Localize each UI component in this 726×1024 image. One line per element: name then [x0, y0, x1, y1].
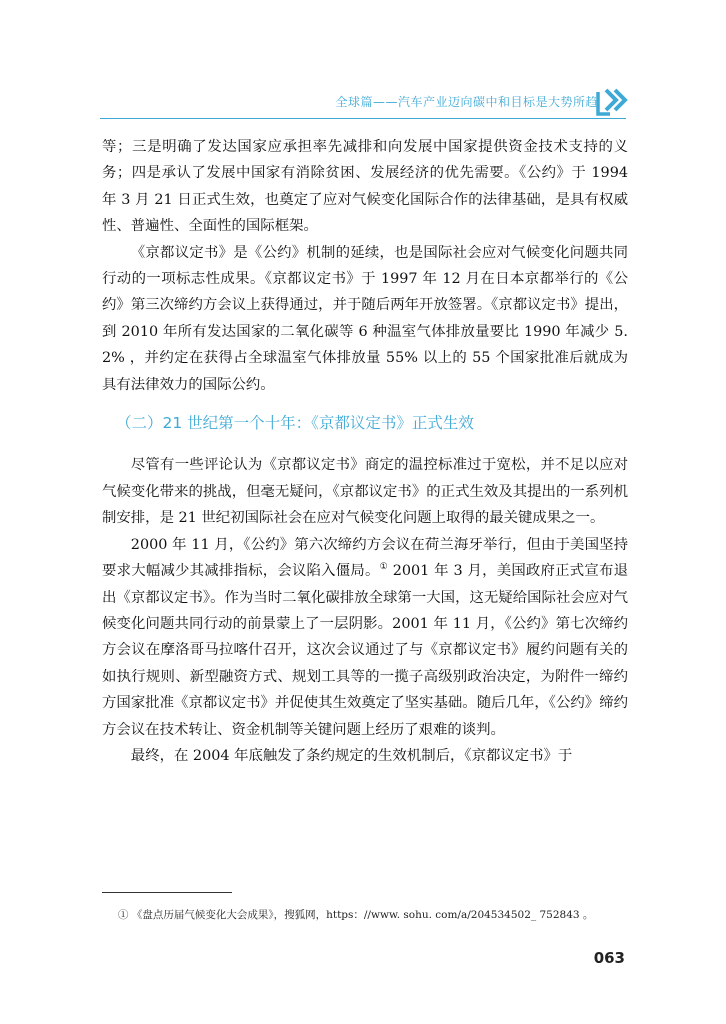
paragraph-5: 最终，在 2004 年底触发了条约规定的生效机制后，《京都议定书》于 [130, 747, 573, 764]
body-text [102, 134, 628, 769]
footnote: ① 《盘点历届气候变化大会成果》，搜狐网，https：//www. sohu. com/a/204534502_ 752843 。 [118, 909, 594, 921]
header-rule [100, 118, 626, 119]
section-heading: （二）21 世纪第一个十年：《京都议定书》正式生效 [116, 414, 474, 433]
footnote-marker[interactable]: ① [379, 562, 388, 573]
paragraph-4-part-2: 2001 年 3 月，美国政府正式宣布退出《京都议定书》。作为当时二氧化碳排放全球第一大国，这无疑给国际社会应对气候变化问题共同行动的前景蒙上了一层阴影。2001 年 11 月，《公约》第七次缔约方会议在摩洛哥马拉喀什召开，这次会议通过了与《京都议定书》履约问题有关的如执行规则、新型融资方式、规划工具等的一揽子高级别政治决定，为附件一缔约方国家批准《京都议定书》并促使其生效奠定了坚实基础。随后几年，《公约》缔约方会议在技术转让、资金机制等关键问题上经历了艰难的谈判。 [102, 563, 628, 738]
paragraph-2: 《京都议定书》是《公约》机制的延续，也是国际社会应对气候变化问题共同行动的一项标志性成果。《京都议定书》于 1997 年 12 月在日本京都举行的《公约》第三次缔约方会议上获得通过，并于随后两年开放签署。《京都议定书》提出，到 2010 年所有发达国家的二氧化碳等 6 种温室气体排放量要比 1990 年减少 5. 2% ，并约定在获得占全球温室气体排放量 55% 以上的 55 个国家批准后就成为具有法律效力的国际公约。 [102, 244, 628, 393]
paragraph-4-part-1: 2000 年 11 月，《公约》第六次缔约方会议在荷兰海牙举行，但由于美国坚持要求大幅减少其减排指标，会议陷入僵局。 [102, 536, 628, 580]
paragraph-1: 等；三是明确了发达国家应承担率先减排和向发展中国家提供资金技术支持的义务；四是承认了发展中国家有消除贫困、发展经济的优先需要。《公约》于 1994 年 3 月 21 日正式生效，也奠定了应对气候变化国际合作的法律基础，是具有权威性、普遍性、全面性的国际框架。 [102, 139, 628, 235]
page-number: 063 [593, 949, 625, 967]
double-chevron-logo-icon [596, 86, 630, 116]
paragraph-3: 尽管有一些评论认为《京都议定书》商定的温控标准过于宽松，并不足以应对气候变化带来的挑战，但毫无疑问，《京都议定书》的正式生效及其提出的一系列机制安排，是 21 世纪初国际社会在应对气候变化问题上取得的最关键成果之一。 [102, 457, 628, 527]
running-head: 全球篇——汽车产业迈向碳中和目标是大势所趋 [335, 95, 598, 109]
footnote-rule [102, 892, 232, 893]
paragraph-4 [102, 532, 628, 743]
